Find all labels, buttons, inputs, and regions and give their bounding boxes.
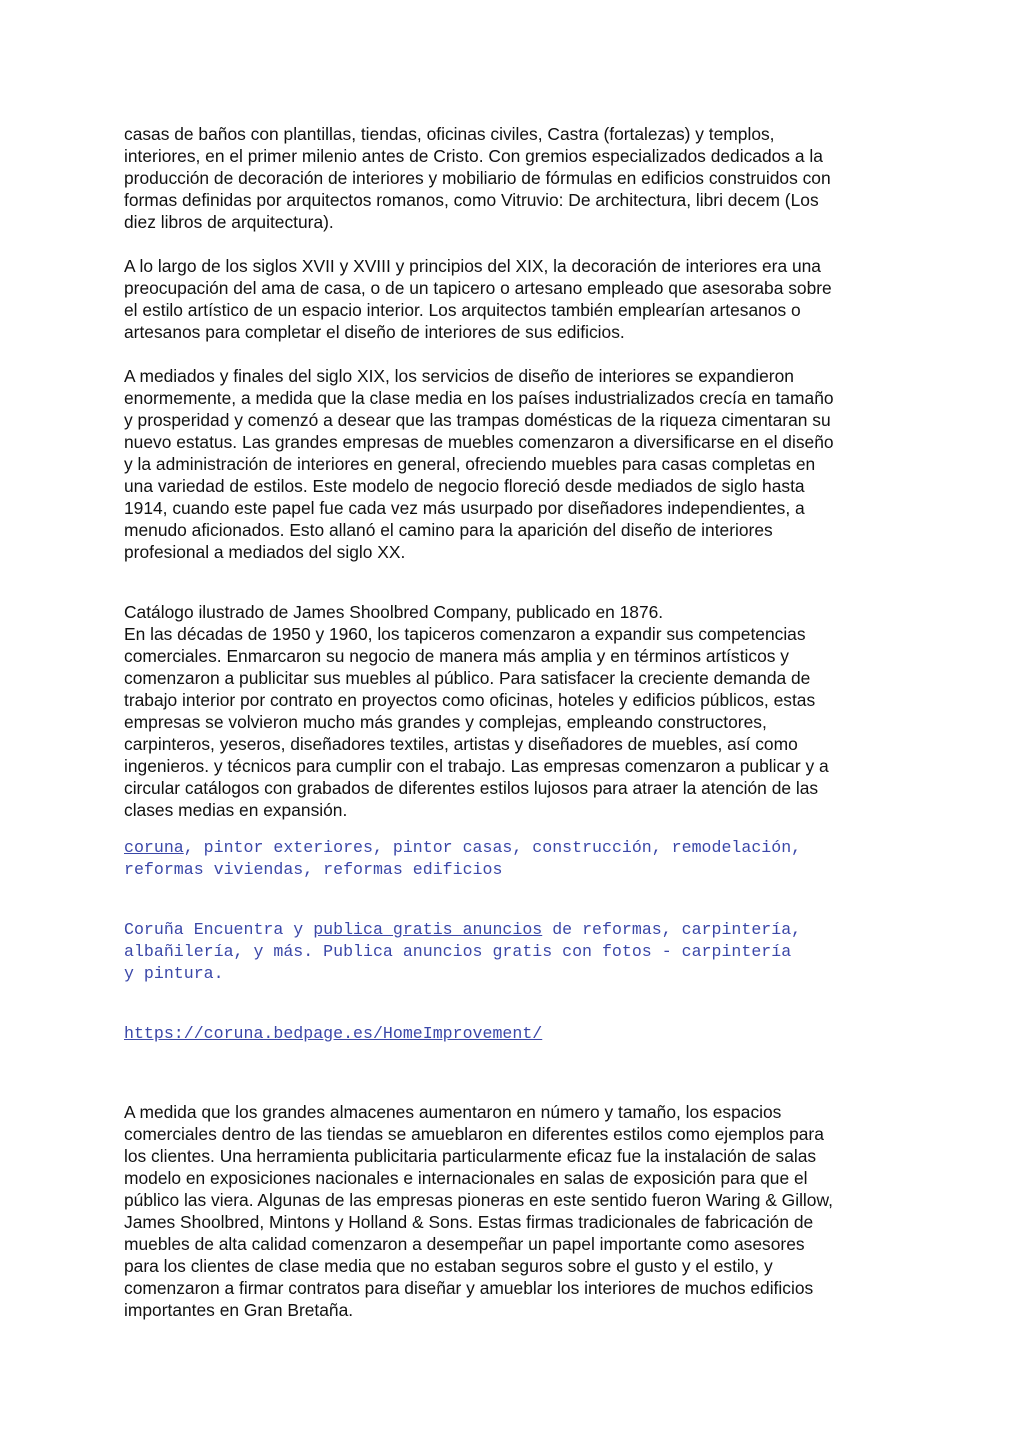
paragraph-17th-18th-century: A lo largo de los siglos XVII y XVIII y principios del XIX, la decoración de interiores era una preocupación del ama de casa, o de un tapicero o artesano empleado que asesoraba sobre el estilo artístico de un espacio interior. Los arquitectos también emplearían artesanos o artesanos para completar el diseño de interiores de sus edificios.	[124, 256, 832, 342]
keyword-links-text: , pintor exteriores, pintor casas, construcción, remodelación, reformas viviendas, reformas edificios	[124, 838, 802, 879]
paragraph-shoolbred-catalog: Catálogo ilustrado de James Shoolbred Company, publicado en 1876. En las décadas de 1950 y 1960, los tapiceros comenzaron a expandir sus competencias comerciales. Enmarcaron su negocio de manera más amplia y en términos artísticos y comenzaron a publicitar sus muebles al público. Para satisfacer la creciente demanda de trabajo interior por contrato en proyectos como oficinas, hoteles y edificios públicos, estas empresas se volvieron mucho más grandes y complejas, empleando constructores, carpinteros, yeseros, diseñadores textiles, artistas y diseñadores de muebles, así como ingenieros. y técnicos para cumplir con el trabajo. Las empresas comenzaron a publicar y a circular catálogos con grabados de diferentes estilos lujosos para atraer la atención de las clases medias en expansión.	[124, 602, 829, 820]
ad-text-rest: de reformas, carpintería, albañilería, y más. Publica anuncios gratis con fotos - carpintería y pintura.	[124, 920, 802, 983]
paragraph-19th-century: A mediados y finales del siglo XIX, los servicios de diseño de interiores se expandieron enormemente, a medida que la clase media en los países industrializados crecía en tamaño y prosperidad y comenzó a desear que las trampas domésticas de la riqueza cimentaran su nuevo estatus. Las grandes empresas de muebles comenzaron a diversificarse en el diseño y la administración de interiores en general, ofreciendo muebles para casas completas en una variedad de estilos. Este modelo de negocio floreció desde mediados de siglo hasta 1914, cuando este papel fue cada vez más usurpado por diseñadores independientes, a menudo aficionados. Esto allanó el camino para la aparición del diseño de interiores profesional a mediados del siglo XX.	[124, 366, 834, 562]
bedpage-url-link[interactable]: https://coruna.bedpage.es/HomeImprovement/	[124, 1024, 543, 1043]
publica-gratis-anuncios-link[interactable]: publica gratis anuncios	[313, 920, 543, 939]
keyword-links	[124, 837, 904, 881]
paragraph-department-stores: A medida que los grandes almacenes aumentaron en número y tamaño, los espacios comerciales dentro de las tiendas se amueblaron en diferentes estilos como ejemplos para los clientes. Una herramienta publicitaria particularmente eficaz fue la instalación de salas modelo en exposiciones nacionales e internacionales en salas de exposición para que el público las viera. Algunas de las empresas pioneras en este sentido fueron Waring & Gillow, James Shoolbred, Mintons y Holland & Sons. Estas firmas tradicionales de fabricación de muebles de alta calidad comenzaron a desempeñar un papel importante como asesores para los clientes de clase media que no estaban seguros sobre el gusto y el estilo, y comenzaron a firmar contratos para diseñar y amueblar los interiores de muchos edificios importantes en Gran Bretaña.	[124, 1102, 833, 1320]
document-page	[124, 123, 904, 1321]
ad-text-intro: Coruña Encuentra y	[124, 920, 314, 939]
coruna-link[interactable]: coruna	[124, 838, 184, 857]
paragraph-roman-interiors: casas de baños con plantillas, tiendas, oficinas civiles, Castra (fortalezas) y templos, interiores, en el primer milenio antes de Cristo. Con gremios especializados dedicados a la producción de decoración de interiores y mobiliario de fórmulas en edificios construidos con formas definidas por arquitectos romanos, como Vitruvio: De architectura, libri decem (Los diez libros de arquitectura).	[124, 124, 831, 232]
ad-paragraph	[124, 919, 904, 985]
url-paragraph	[124, 1023, 904, 1045]
